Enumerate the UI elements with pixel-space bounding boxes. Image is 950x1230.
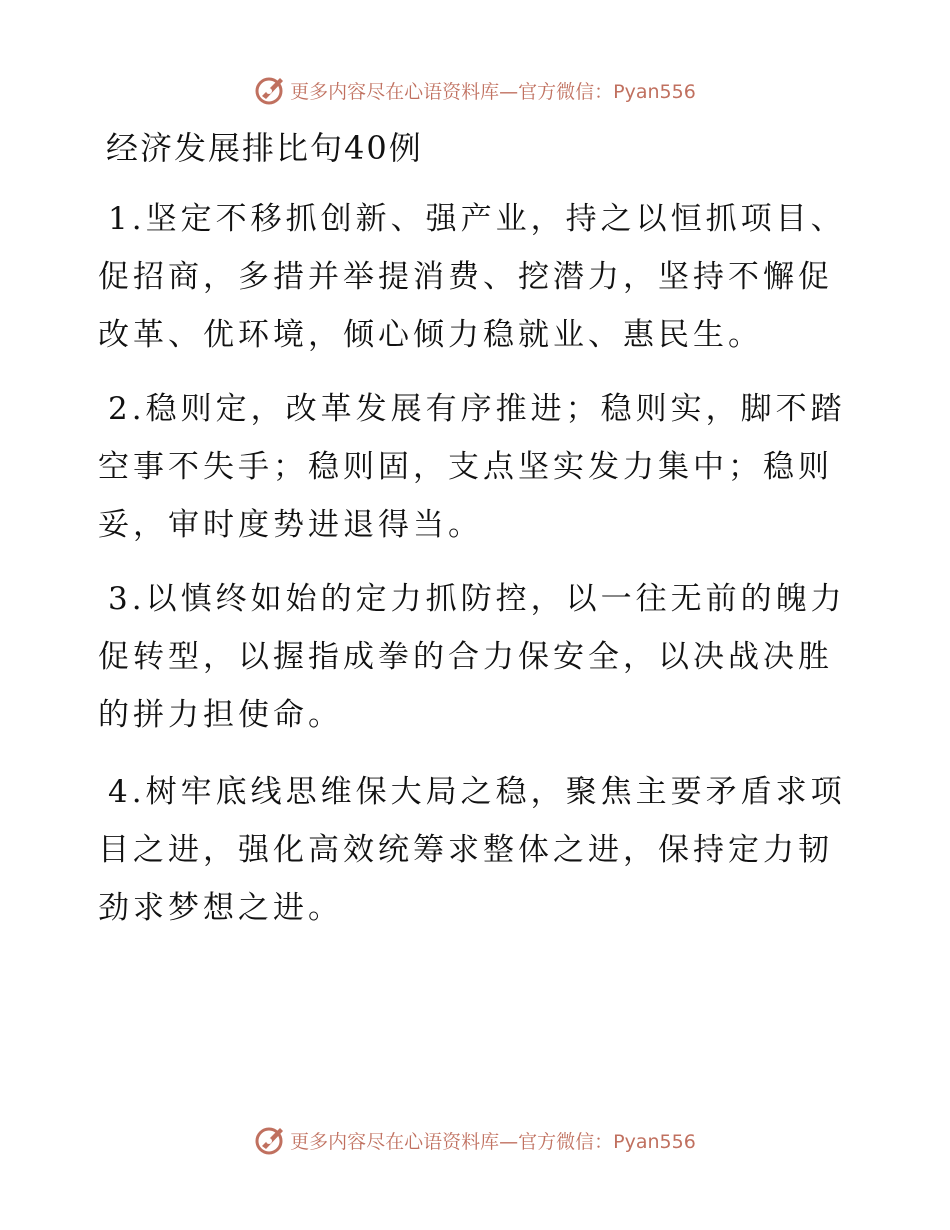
paragraph-1: 1.坚定不移抓创新、强产业，持之以恒抓项目、促招商，多措并举提消费、挖潜力，坚持不懈促改革、优环境，倾心倾力稳就业、惠民生。: [98, 201, 846, 353]
watermark-text: 更多内容尽在心语资料库—官方微信：Pyan556: [290, 80, 696, 103]
watermark-text: 更多内容尽在心语资料库—官方微信：Pyan556: [290, 1130, 696, 1153]
paragraph-3: 3.以慎终如始的定力抓防控，以一往无前的魄力促转型，以握指成拳的合力保安全，以决战决胜的拼力担使命。: [98, 581, 846, 733]
paragraph-2: 2.稳则定，改革发展有序推进；稳则实，脚不踏空事不失手；稳则固，支点坚实发力集中；稳则妥，审时度势进退得当。: [98, 391, 846, 543]
quill-logo-icon: [254, 1124, 286, 1156]
document-title: 经济发展排比句40例: [106, 129, 423, 167]
footer-watermark: [0, 1124, 950, 1156]
header-watermark: [0, 74, 950, 106]
quill-logo-icon: [254, 74, 286, 106]
paragraph-4: 4.树牢底线思维保大局之稳，聚焦主要矛盾求项目之进，强化高效统筹求整体之进，保持定力韧劲求梦想之进。: [98, 774, 846, 926]
